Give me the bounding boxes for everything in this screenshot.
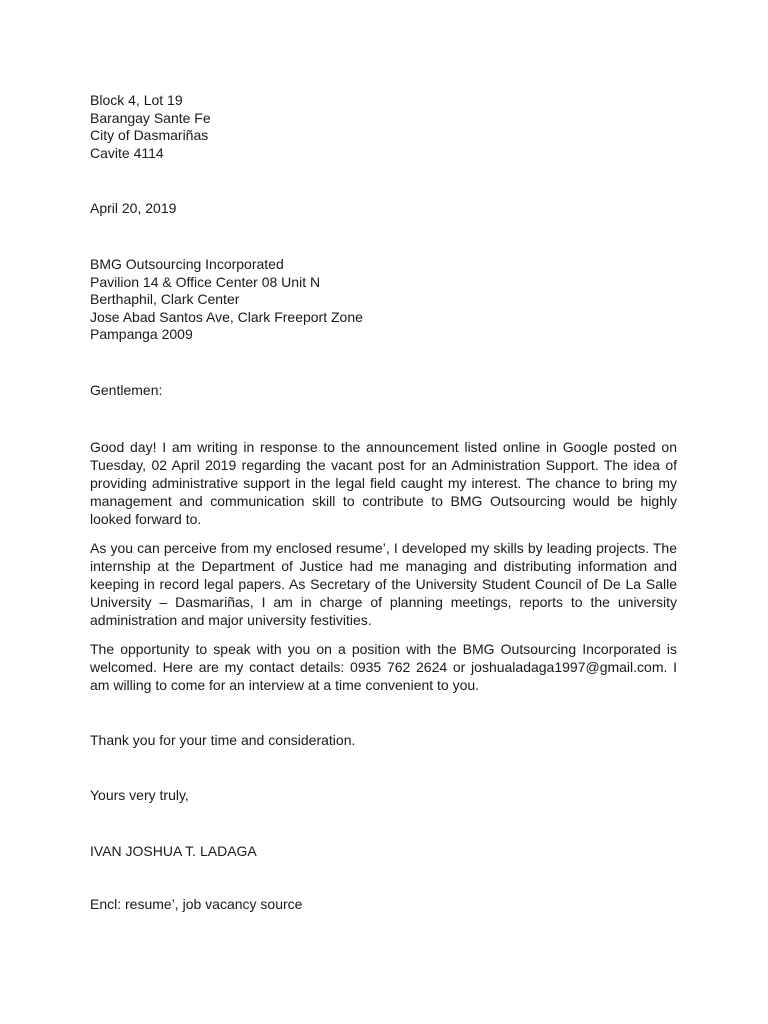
letter-page: [90, 92, 677, 914]
spacer: [90, 344, 677, 382]
sender-address-line: Barangay Sante Fe: [90, 109, 211, 126]
spacer: [90, 694, 677, 732]
spacer: [90, 218, 677, 256]
sender-address-line: Cavite 4114: [90, 144, 164, 161]
signature-name: IVAN JOSHUA T. LADAGA: [90, 842, 257, 859]
spacer: [90, 860, 677, 896]
spacer: [90, 805, 677, 843]
sender-address: [90, 92, 677, 162]
enclosure-line: Encl: resume’, job vacancy source: [90, 896, 303, 913]
body-paragraph: Good day! I am writing in response to the announcement listed online in Google posted on Tuesday, 02 April 2019 regarding the vacant post for an Administration Support. The idea of providing administrative support in the legal field caught my interest. The chance to bring my management and communication skill to contribute to BMG Outsourcing would be highly looked forward to.: [90, 438, 677, 527]
spacer: [90, 629, 677, 640]
recipient-address: [90, 256, 677, 344]
spacer: [90, 162, 677, 200]
thanks-line: Thank you for your time and consideration.: [90, 731, 356, 748]
sender-address-line: Block 4, Lot 19: [90, 92, 183, 108]
recipient-address-line: Pampanga 2009: [90, 326, 193, 343]
letter-date: April 20, 2019: [90, 200, 177, 217]
body-paragraph: The opportunity to speak with you on a position with the BMG Outsourcing Incorporated is welcomed. Here are my contact details: 0935 762 2624 or joshualadaga1997@gmail.com. I am willing to come for an interview at a time convenient to you.: [90, 640, 677, 693]
closing-line: Yours very truly,: [90, 787, 189, 804]
spacer: [90, 400, 677, 438]
recipient-address-line: BMG Outsourcing Incorporated: [90, 255, 284, 272]
spacer: [90, 528, 677, 539]
recipient-address-line: Jose Abad Santos Ave, Clark Freeport Zone: [90, 308, 363, 325]
body-paragraph: As you can perceive from my enclosed resume’, I developed my skills by leading projects. The internship at the Department of Justice had me managing and distributing information and keeping in record legal papers. As Secretary of the University Student Council of De La Salle University – Dasmariñas, I am in charge of planning meetings, reports to the university administration and major university festivities.: [90, 539, 677, 628]
spacer: [90, 749, 677, 787]
letter-body: [90, 438, 677, 694]
recipient-address-line: Pavilion 14 & Office Center 08 Unit N: [90, 273, 321, 290]
recipient-address-line: Berthaphil, Clark Center: [90, 291, 240, 308]
sender-address-line: City of Dasmariñas: [90, 127, 209, 144]
salutation: Gentlemen:: [90, 381, 163, 398]
